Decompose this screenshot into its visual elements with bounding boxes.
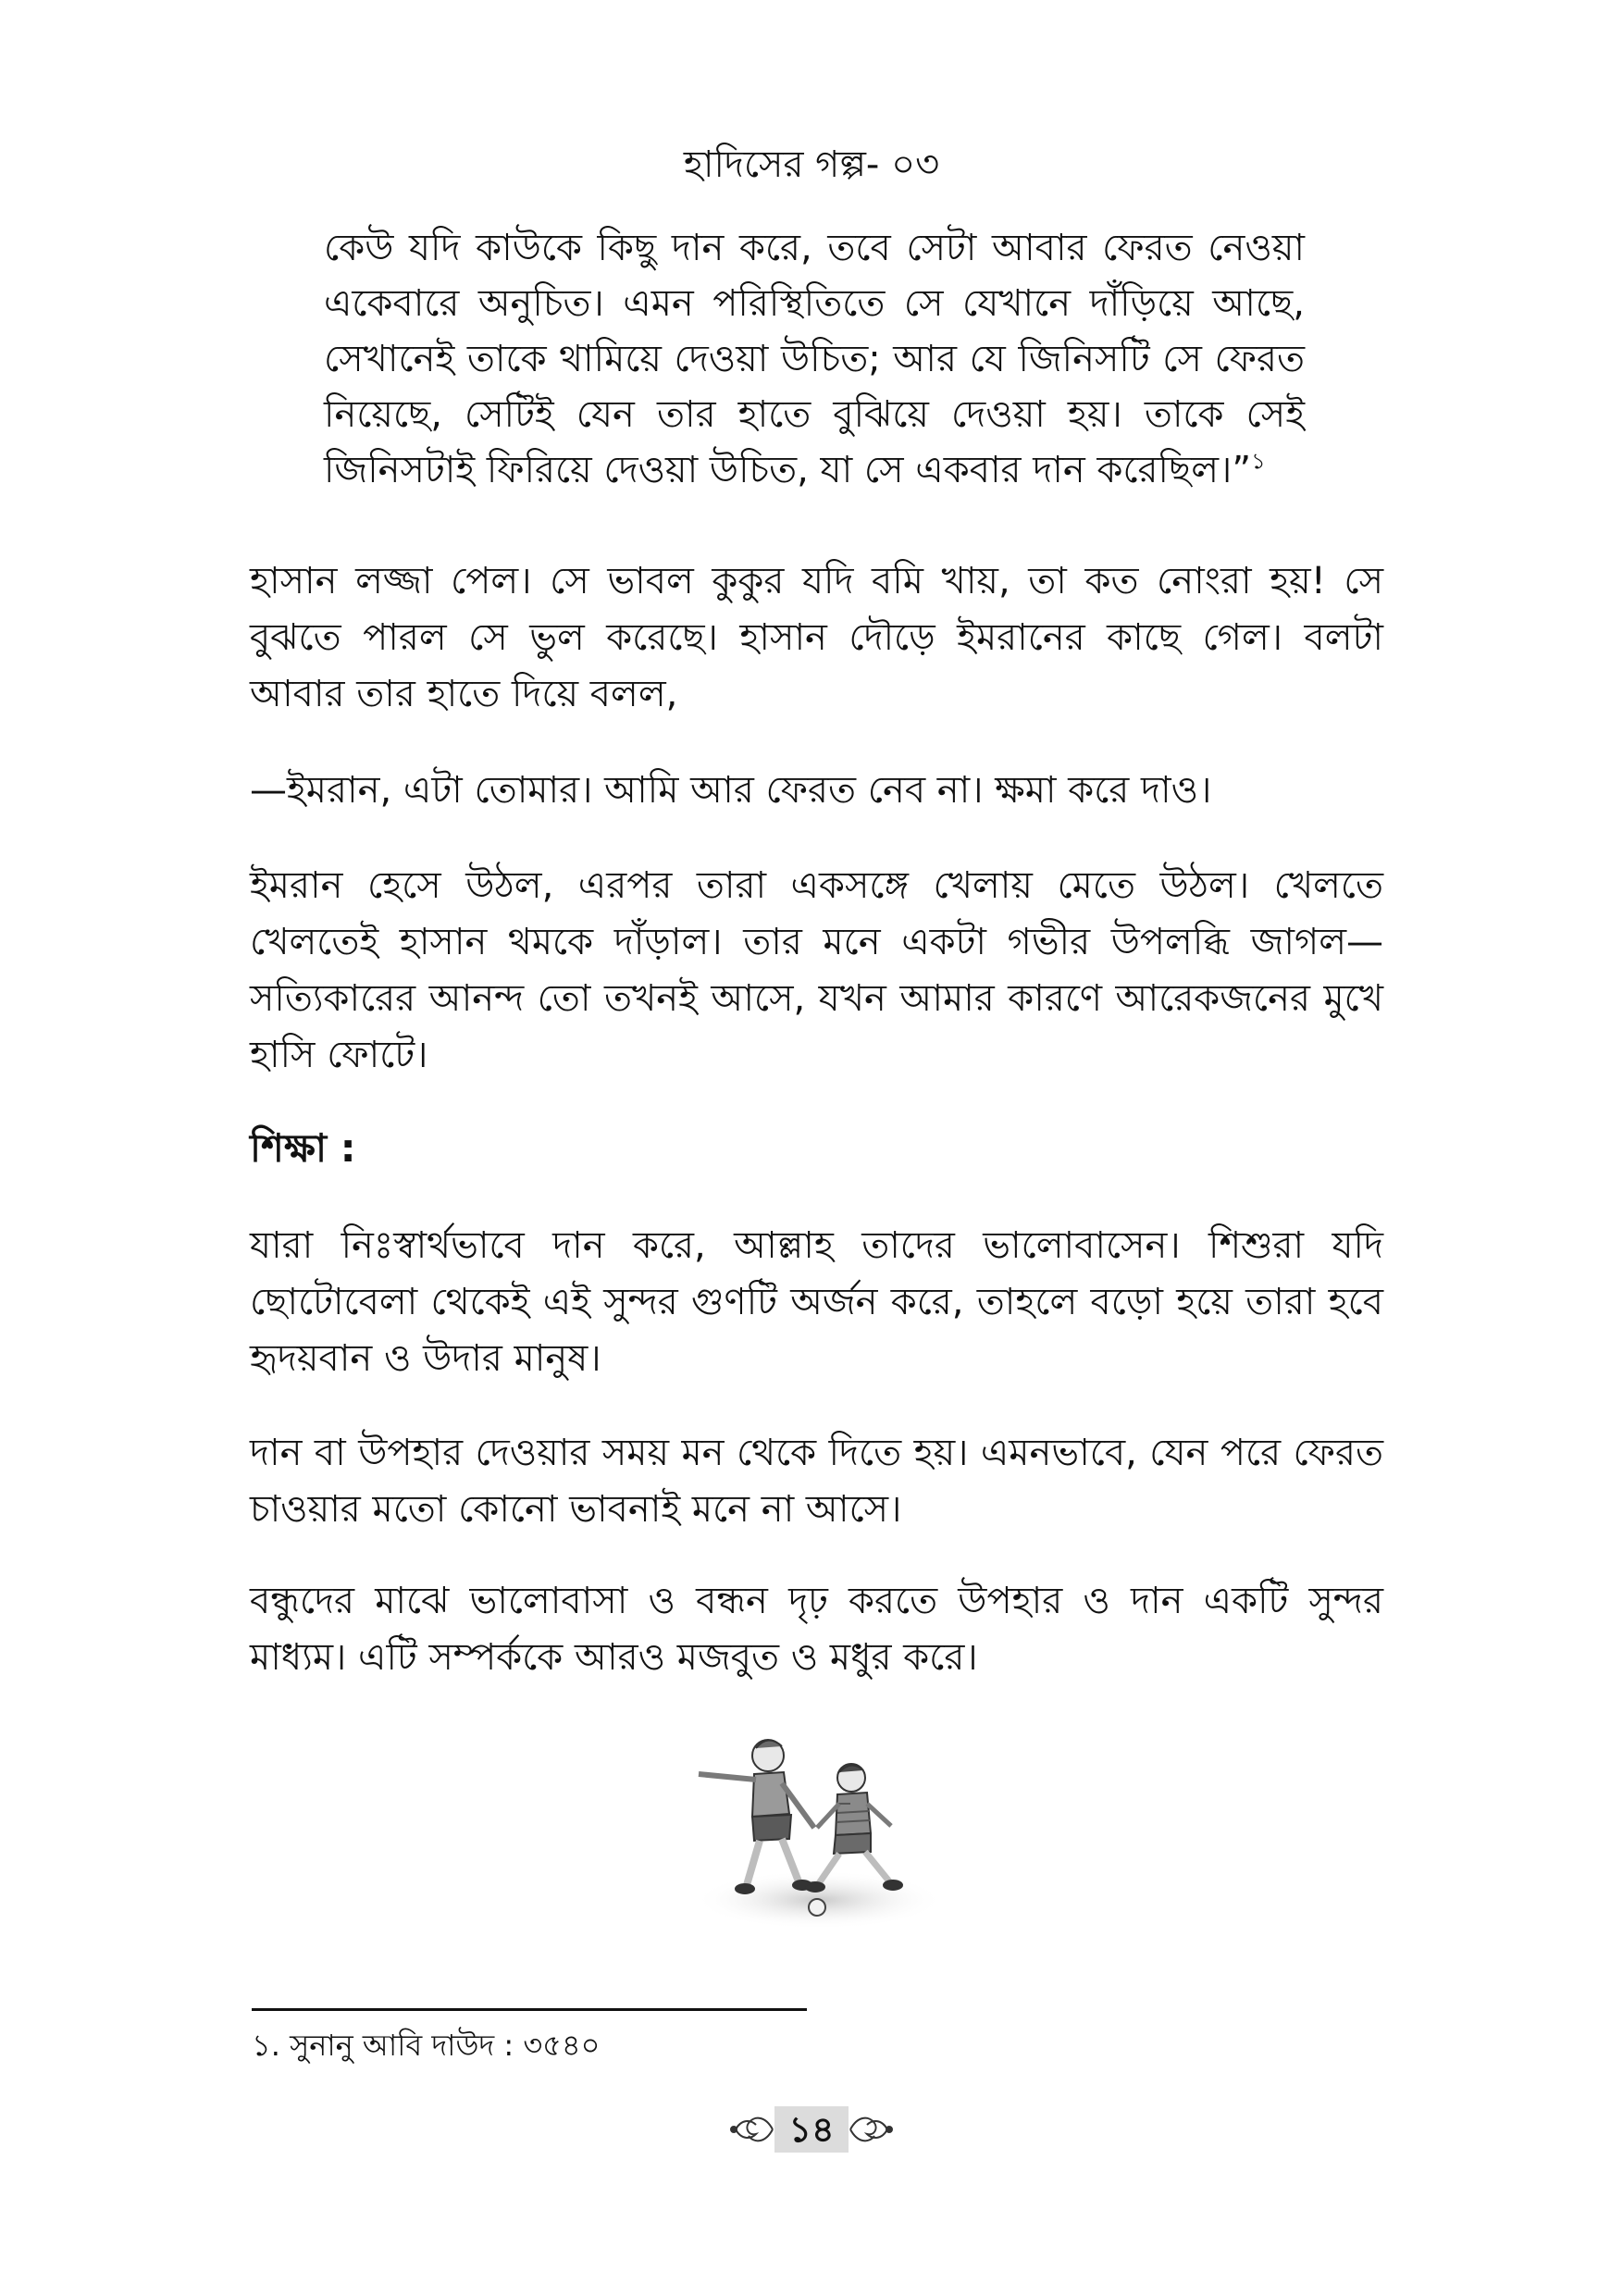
- paragraph-dialogue: —ইমরান, এটা তোমার। আমি আর ফেরত নেব না। ক্ষমা করে দাও।: [250, 769, 1212, 812]
- footnote-divider: [252, 2008, 807, 2011]
- paragraph-realization: ইমরান হেসে উঠল, এরপর তারা একসঙ্গে খেলায় মেতে উঠল। খেলতে খেলতেই হাসান থমকে দাঁড়াল। তার মনে একটা গভীর উপলব্ধি জাগল— সত্যিকারের আনন্দ তো তখনই আসে, যখন আমার কারণে আরেকজনের মুখে হাসি ফোটে।: [250, 864, 1383, 1076]
- running-head: হাদিসের গল্প- ০৩: [683, 143, 940, 186]
- page-number: ১৪: [774, 2106, 849, 2153]
- footnote: ১. সুনানু আবি দাউদ : ৩৫৪০: [252, 2028, 601, 2063]
- two-boys-playing-football-illustration: [680, 1726, 944, 1934]
- paragraph-lesson-1: যারা নিঃস্বার্থভাবে দান করে, আল্লাহ তাদের ভালোবাসেন। শিশুরা যদি ছোটোবেলা থেকেই এই সুন্দর গুণটি অর্জন করে, তাহলে বড়ো হয়ে তারা হবে হৃদয়বান ও উদার মানুষ।: [250, 1224, 1383, 1380]
- page-number-ornament: [728, 2103, 895, 2156]
- paragraph-lesson-3: বন্ধুদের মাঝে ভালোবাসা ও বন্ধন দৃঢ় করতে উপহার ও দান একটি সুন্দর মাধ্যম। এটি সম্পর্ককে আরও মজবুত ও মধুর করে।: [250, 1580, 1383, 1679]
- hadith-quote-text: কেউ যদি কাউকে কিছু দান করে, তবে সেটা আবার ফেরত নেওয়া একেবারে অনুচিত। এমন পরিস্থিতিতে সে যেখানে দাঁড়িয়ে আছে, সেখানেই তাকে থামিয়ে দেওয়া উচিত; আর যে জিনিসটি সে ফেরত নিয়েছে, সেটিই যেন তার হাতে বুঝিয়ে দেওয়া হয়। তাকে সেই জিনিসটাই ফিরিয়ে দেওয়া উচিত, যা সে একবার দান করেছিল।”: [324, 227, 1305, 491]
- paragraph-lesson-2: দান বা উপহার দেওয়ার সময় মন থেকে দিতে হয়। এমনভাবে, যেন পরে ফেরত চাওয়ার মতো কোনো ভাবনাই মনে না আসে।: [250, 1432, 1383, 1531]
- lesson-heading: শিক্ষা :: [250, 1125, 356, 1171]
- footnote-marker: ১: [1251, 448, 1266, 475]
- hadith-quote: [324, 220, 1305, 498]
- paragraph-hasan-ashamed: হাসান লজ্জা পেল। সে ভাবল কুকুর যদি বমি খায়, তা কত নোংরা হয়! সে বুঝতে পারল সে ভুল করেছে। হাসান দৌড়ে ইমরানের কাছে গেল। বলটা আবার তার হাতে দিয়ে বলল,: [250, 560, 1383, 715]
